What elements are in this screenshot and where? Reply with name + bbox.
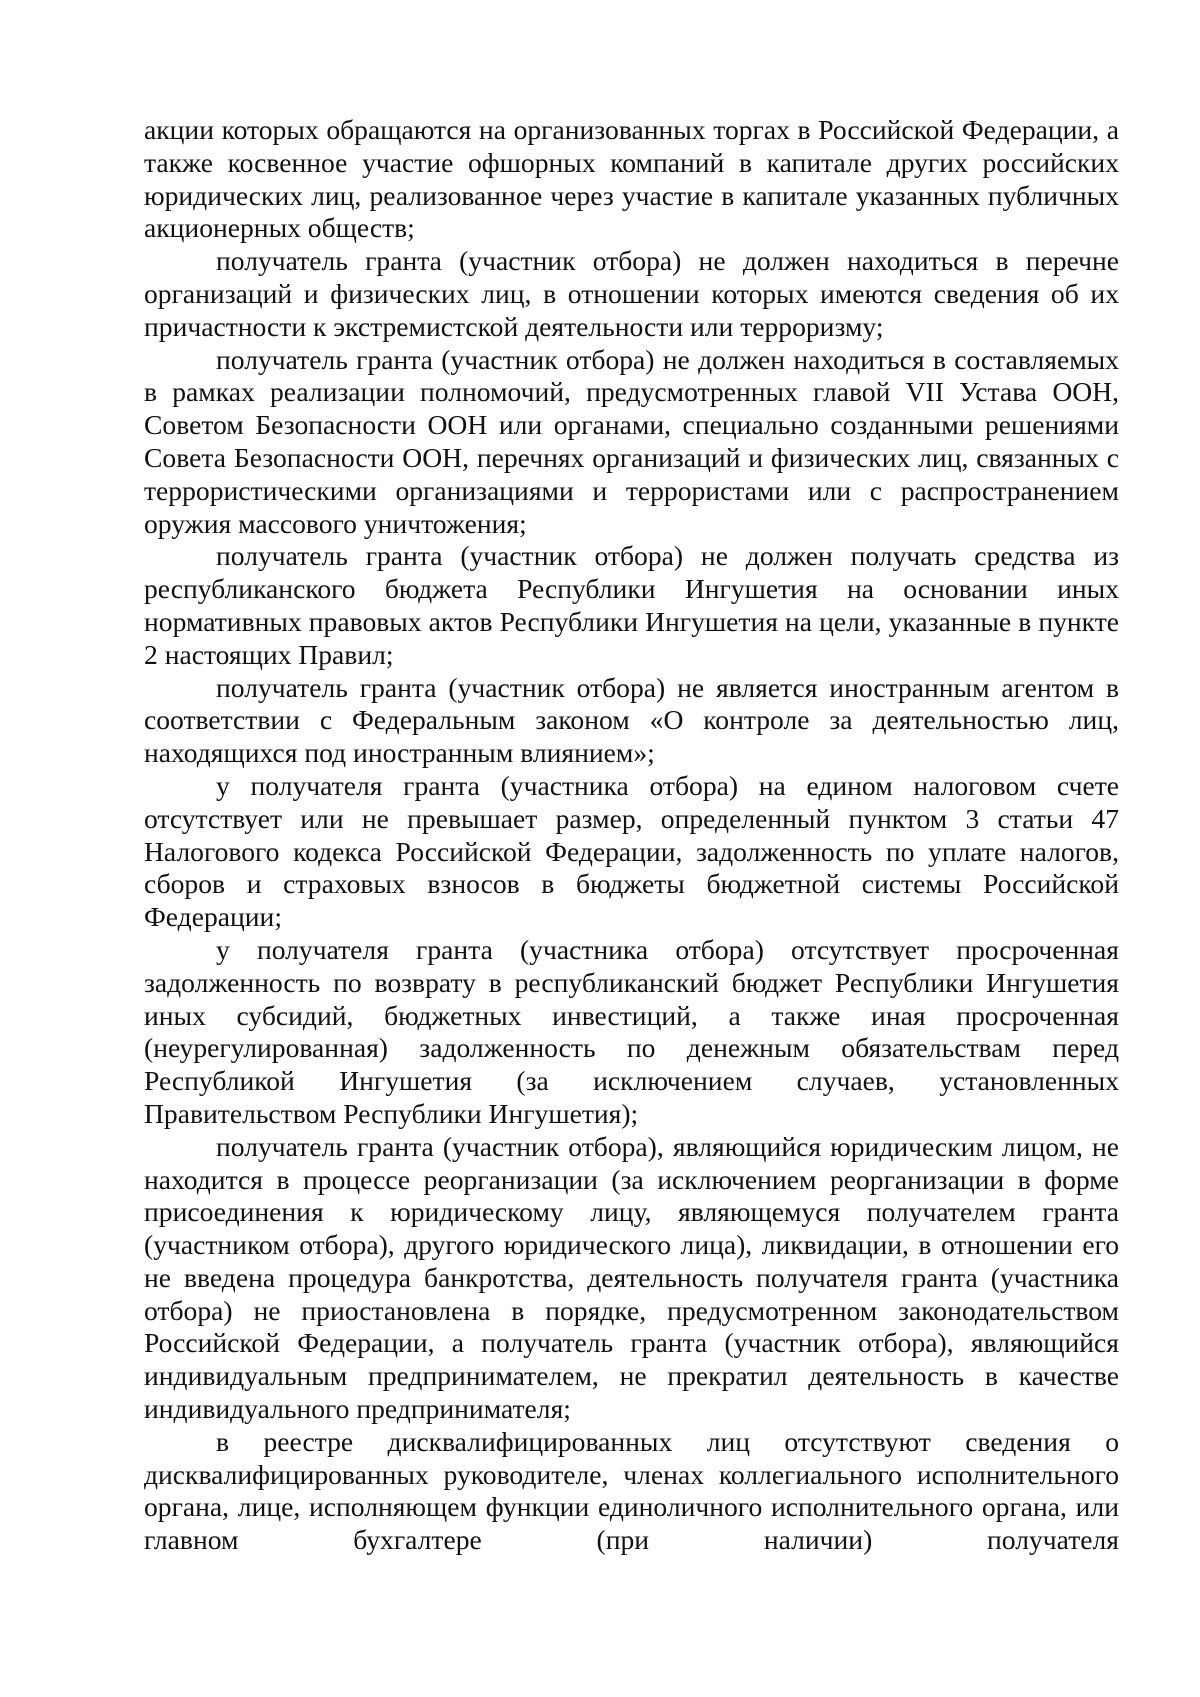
- paragraph-offshore-shares: акции которых обращаются на организованных торгах в Российской Федерации, а также косвенное участие офшорных компаний в капитале других российских юридических лиц, реализованное через участие в капитале указанных публичных акционерных обществ;: [144, 114, 1119, 244]
- paragraph-extremism-list: получатель гранта (участник отбора) не должен находиться в перечне организаций и физических лиц, в отношении которых имеются сведения об их причастности к экстремистской деятельности или терроризму;: [144, 245, 1119, 342]
- paragraph-un-security-council-list: получатель гранта (участник отбора) не должен находиться в составляемых в рамках реализации полномочий, предусмотренных главой VII Устава ООН, Советом Безопасности ООН или органами, специально созданными решениями Совета Безопасности ООН, перечнях организаций и физических лиц, связанных с террористическими организациями и террористами или с распространением оружия массового уничтожения;: [144, 343, 1119, 539]
- paragraph-not-foreign-agent: получатель гранта (участник отбора) не является иностранным агентом в соответствии с Федеральным законом «О контроле за деятельностью лиц, находящихся под иностранным влиянием»;: [144, 671, 1119, 769]
- paragraph-disqualified-persons: в реестре дисквалифицированных лиц отсутствуют сведения о дисквалифицированных руководителе, членах коллегиального исполнительного органа, лице, исполняющем функции единоличного исполнительного органа, или главном бухгалтере (при наличии) получателя: [144, 1425, 1119, 1556]
- paragraph-reorganization-liquidation: получатель гранта (участник отбора), являющийся юридическим лицом, не находится в процессе реорганизации (за исключением реорганизации в форме присоединения к юридическому лицу, являющемуся получателем гранта (участником отбора), другого юридического лица), ликвидации, в отношении его не введена процедура банкротства, деятельность получателя гранта (участника отбора) не приостановлена в порядке, предусмотренном законодательством Российской Федерации, а получатель гранта (участник отбора), являющийся индивидуальным предпринимателем, не прекратил деятельность в качестве индивидуального предпринимателя;: [144, 1130, 1119, 1425]
- document-body: [144, 114, 1119, 1557]
- paragraph-tax-debt: у получателя гранта (участника отбора) на едином налоговом счете отсутствует или не превышает размер, определенный пунктом 3 статьи 47 Налогового кодекса Российской Федерации, задолженность по уплате налогов, сборов и страховых взносов в бюджеты бюджетной системы Российской Федерации;: [144, 769, 1119, 933]
- paragraph-no-other-budget-funds: получатель гранта (участник отбора) не должен получать средства из республиканского бюджета Республики Ингушетия на основании иных нормативных правовых актов Республики Ингушетия на цели, указанные в пункте 2 настоящих Правил;: [144, 540, 1119, 670]
- paragraph-overdue-debt: у получателя гранта (участника отбора) отсутствует просроченная задолженность по возврату в республиканский бюджет Республики Ингушетия иных субсидий, бюджетных инвестиций, а также иная просроченная (неурегулированная) задолженность по денежным обязательствам перед Республикой Ингушетия (за исключением случаев, установленных Правительством Республики Ингушетия);: [144, 933, 1119, 1129]
